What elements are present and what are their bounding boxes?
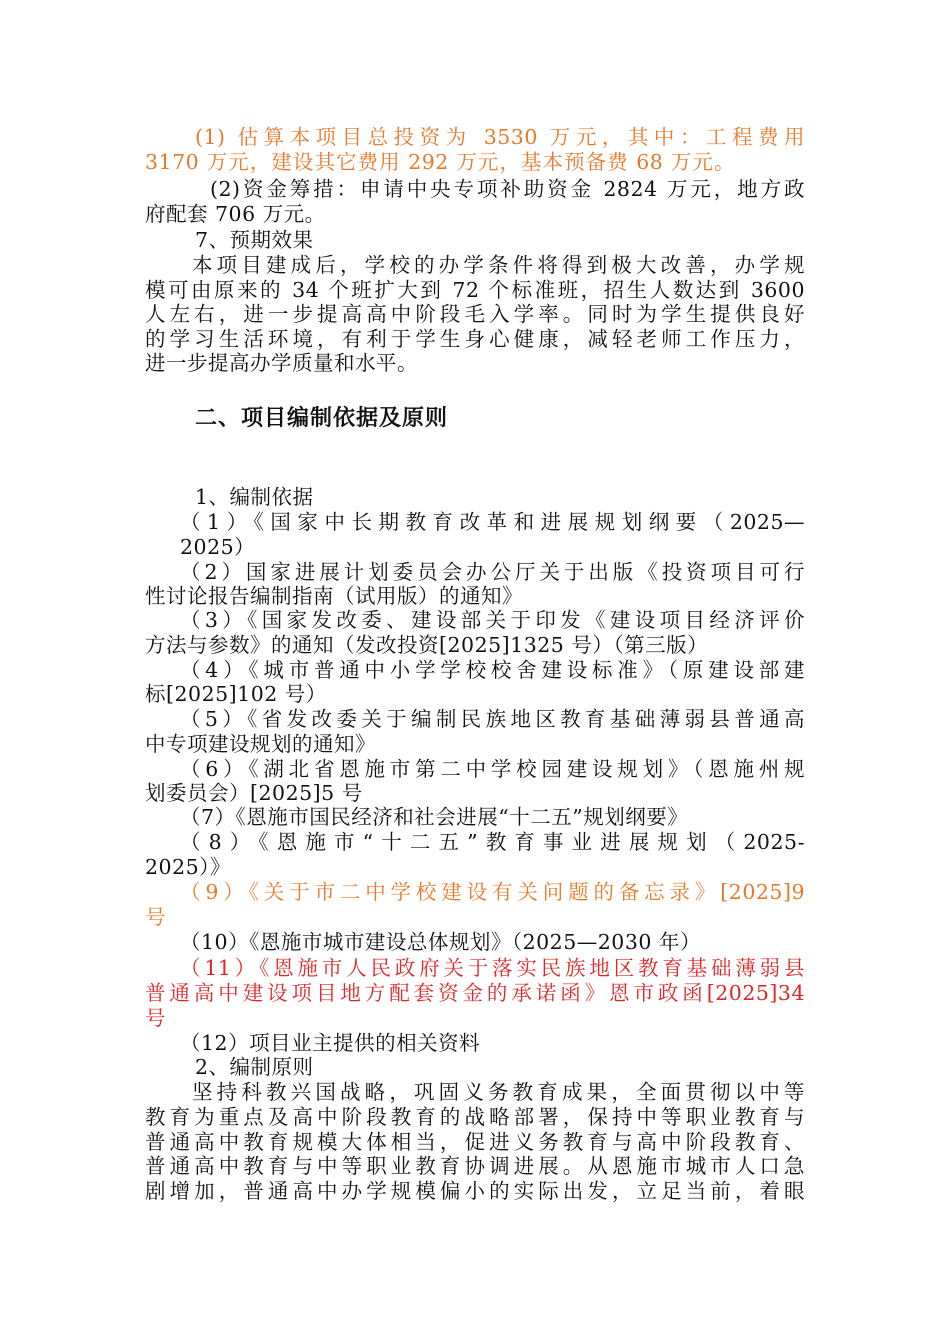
funding-line-1: (2)资金筹措：申请中央专项补助资金 2824 万元，地方政 (210, 177, 805, 201)
effect-line: 人左右，进一步提高高中阶段毛入学率。同时为学生提供良好 (145, 302, 805, 326)
effect-line: 的学习生活环境，有利于学生身心健康，减轻老师工作压力， (145, 327, 805, 351)
principle-line: 普通高中教育与中等职业教育协调进展。从恩施市城市人口急 (145, 1154, 805, 1178)
basis-item: （8）《恩施市“十二五”教育事业进展规划（2025- (180, 830, 805, 854)
basis-item: （2）国家进展计划委员会办公厅关于出版《投资项目可行 (180, 560, 805, 584)
basis-item: （3）《国家发改委、建设部关于印发《建设项目经济评价 (180, 608, 805, 632)
principle-line: 坚持科教兴国战略，巩固义务教育成果，全面贯彻以中等 (192, 1080, 805, 1104)
basis-item: 划委员会）[2025]5 号 (145, 781, 363, 805)
principle-title: 2、编制原则 (195, 1055, 314, 1079)
basis-item: 中专项建设规划的通知》 (145, 732, 376, 756)
basis-item: 方法与参数》的通知（发改投资[2025]1325 号）（第三版） (145, 633, 709, 657)
basis-item: （7）《恩施市国民经济和社会进展“十二五”规划纲要》 (180, 805, 689, 829)
basis-item: （1）《国家中长期教育改革和进展规划纲要（2025— (180, 510, 805, 534)
principle-line: 教育为重点及高中阶段教育的战略部署，保持中等职业教育与 (145, 1105, 805, 1129)
basis-item: （10）《恩施市城市建设总体规划》（2025—2030 年） (180, 930, 701, 954)
basis-item: 标[2025]102 号） (145, 682, 327, 706)
estimate-line-1: (1) 估算本项目总投资为 3530 万元，其中：工程费用 (195, 125, 805, 149)
basis-item: （5）《省发改委关于编制民族地区教育基础薄弱县普通高 (180, 707, 805, 731)
basis-item: （11）《恩施市人民政府关于落实民族地区教育基础薄弱县 (180, 956, 805, 980)
basis-item: 普通高中建设项目地方配套资金的承诺函》恩市政函[2025]34 (145, 981, 805, 1005)
funding-line-2: 府配套 706 万元。 (145, 202, 326, 226)
basis-item: 2025）》 (145, 855, 231, 879)
effect-line: 进一步提高办学质量和水平。 (145, 351, 418, 375)
principle-line: 剧增加，普通高中办学规模偏小的实际出发，立足当前，着眼 (145, 1179, 805, 1203)
estimate-line-2: 3170 万元，建设其它费用 292 万元，基本预备费 68 万元。 (145, 150, 735, 174)
effect-line: 模可由原来的 34 个班扩大到 72 个标准班，招生人数达到 3600 (145, 278, 805, 302)
basis-item: 性讨论报告编制指南（试用版）的通知》 (145, 584, 523, 608)
basis-item: （4）《城市普通中小学学校校舍建设标准》（原建设部建 (180, 658, 805, 682)
effect-title: 7、预期效果 (195, 228, 314, 252)
section-heading: 二、项目编制依据及原则 (195, 406, 449, 431)
basis-item: （12）项目业主提供的相关资料 (180, 1031, 481, 1055)
basis-item: 号 (145, 905, 166, 929)
effect-line: 本项目建成后，学校的办学条件将得到极大改善，办学规 (192, 253, 805, 277)
basis-item: （6）《湖北省恩施市第二中学校园建设规划》（恩施州规 (180, 757, 805, 781)
principle-line: 普通高中教育规模大体相当，促进义务教育与高中阶段教育、 (145, 1130, 805, 1154)
basis-title: 1、编制依据 (195, 485, 314, 509)
basis-item: 号 (145, 1006, 166, 1030)
basis-item: 2025） (180, 535, 256, 559)
basis-item: （9）《关于市二中学校建设有关问题的备忘录》[2025]9 (180, 880, 805, 904)
